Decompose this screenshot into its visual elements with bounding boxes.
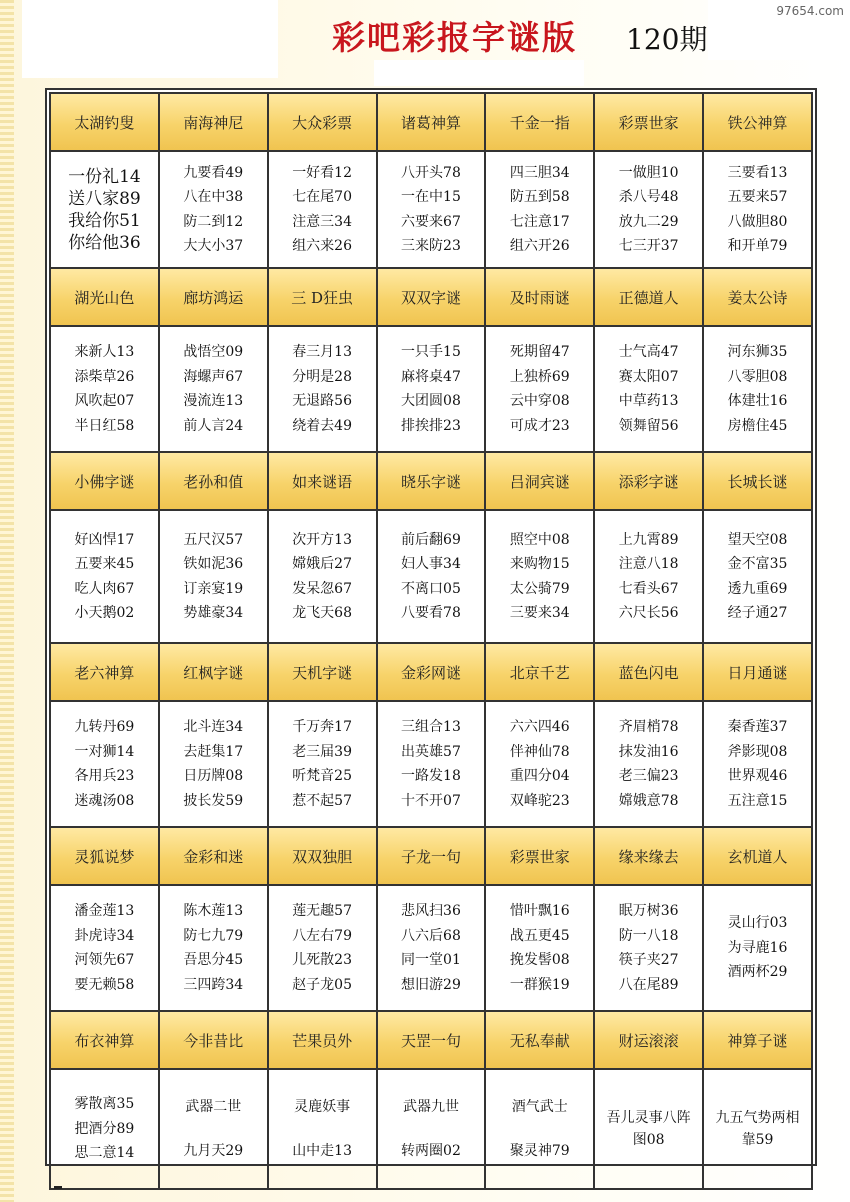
riddle-cell (485, 510, 594, 643)
riddle-line: 赛太阳07 (618, 368, 679, 385)
column-source-name: 添彩字谜 (594, 452, 703, 510)
column-source-name: 吕洞宾谜 (485, 452, 594, 510)
riddle-cell (594, 151, 703, 268)
riddle-cell (485, 1069, 594, 1189)
header-row (50, 93, 812, 151)
riddle-line: 六尺长56 (618, 605, 679, 621)
riddle-line: 想旧游29 (401, 976, 461, 993)
riddle-line: 山中走13 (292, 1143, 353, 1159)
column-source-name: 双双字谜 (377, 268, 486, 326)
riddle-line: 五要来57 (727, 189, 788, 205)
riddle-line: 次开方13 (292, 531, 353, 548)
riddle-cell (377, 326, 486, 452)
column-source-name: 小佛字谜 (50, 452, 159, 510)
riddle-cell (485, 885, 594, 1011)
riddle-cell (377, 885, 486, 1011)
riddle-line: 龙飞天68 (292, 605, 353, 621)
riddle-line: 五尺汉57 (183, 531, 244, 548)
riddle-line: 铁如泥36 (183, 556, 244, 572)
column-source-name: 姜太公诗 (703, 268, 812, 326)
riddle-line: 海螺声67 (183, 368, 244, 385)
riddle-line: 八在中38 (183, 189, 244, 205)
riddle-line: 八在尾89 (618, 976, 679, 993)
page-title: 彩吧彩报字谜版 (332, 18, 577, 57)
riddle-line: 思二意14 (74, 1145, 135, 1162)
riddle-line: 一做胆10 (618, 164, 679, 181)
riddle-spacer (486, 1119, 593, 1139)
riddle-line: 注意三34 (292, 213, 353, 230)
riddle-line: 吃人肉67 (74, 580, 135, 597)
riddle-line: 世界观46 (727, 768, 788, 784)
riddle-cell (703, 701, 812, 827)
riddle-row (50, 510, 812, 643)
column-source-name: 如来谜语 (268, 452, 377, 510)
column-source-name: 及时雨谜 (485, 268, 594, 326)
riddle-line: 酒气武士 (511, 1098, 568, 1115)
riddle-line: 六六四46 (509, 719, 570, 735)
riddle-line: 中草药13 (618, 393, 679, 409)
riddle-line: 漫流连13 (183, 393, 244, 409)
riddle-line: 来购物15 (509, 556, 570, 572)
riddle-line: 齐眉梢78 (618, 719, 679, 735)
left-decorative-stripe (0, 0, 14, 1202)
riddle-line: 上九霄89 (618, 531, 679, 548)
column-source-name: 诸葛神算 (377, 93, 486, 151)
column-source-name: 天机字谜 (268, 643, 377, 701)
riddle-line: 斧影现08 (727, 743, 788, 760)
riddle-line: 三要来34 (509, 605, 570, 621)
column-source-name: 铁公神算 (703, 93, 812, 151)
riddle-cell (159, 151, 268, 268)
riddle-line: 七注意17 (509, 213, 570, 230)
riddle-cell (485, 326, 594, 452)
riddle-cell (268, 885, 377, 1011)
riddle-line: 战五更45 (509, 927, 570, 944)
column-source-name: 红枫字谜 (159, 643, 268, 701)
riddle-cell (703, 510, 812, 643)
riddle-line: 五要来45 (74, 556, 135, 572)
riddle-line: 八做胆80 (727, 213, 788, 230)
riddle-line: 灵鹿妖事 (294, 1098, 351, 1115)
riddle-line: 风吹起07 (74, 393, 135, 409)
riddle-line: 莲无趣57 (292, 903, 353, 919)
riddle-line: 各用兵23 (74, 768, 135, 784)
riddle-line: 双峰驼23 (509, 792, 570, 809)
riddle-line: 八零胆08 (727, 368, 788, 385)
riddle-line: 我给你51 (68, 210, 141, 231)
riddle-cell (50, 701, 159, 827)
column-source-name: 天罡一句 (377, 1011, 486, 1069)
column-source-name: 北京千艺 (485, 643, 594, 701)
riddle-cell (50, 885, 159, 1011)
riddle-line: 防一八18 (618, 927, 679, 944)
riddle-line: 七看头67 (618, 580, 679, 597)
riddle-line: 伴神仙78 (509, 743, 570, 760)
column-source-name: 老孙和值 (159, 452, 268, 510)
riddle-spacer (160, 1119, 267, 1139)
riddle-line: 金不富35 (727, 556, 788, 572)
riddle-cell (159, 885, 268, 1011)
riddle-line: 来新人13 (74, 344, 135, 360)
column-source-name: 芒果员外 (268, 1011, 377, 1069)
riddle-line: 武器九世 (402, 1098, 459, 1115)
issue-number: 120期 (626, 23, 708, 56)
riddle-cell (377, 510, 486, 643)
riddle-line: 无退路56 (292, 393, 353, 409)
riddle-line: 三要看13 (727, 164, 788, 181)
riddle-line: 听梵音25 (292, 768, 353, 784)
riddle-row (50, 326, 812, 452)
riddle-line: 赵子龙05 (292, 976, 353, 993)
riddle-line: 组六来26 (292, 238, 353, 254)
riddle-line: 不离口05 (401, 580, 461, 597)
riddle-line: 大团圆08 (401, 393, 461, 409)
riddle-spacer (378, 1119, 485, 1139)
riddle-line: 透九重69 (727, 580, 788, 597)
riddle-cell (268, 1069, 377, 1189)
riddle-cell (377, 701, 486, 827)
riddle-line: 一只手15 (401, 344, 461, 360)
column-source-name: 南海神尼 (159, 93, 268, 151)
riddle-line: 势雄豪34 (183, 605, 244, 621)
riddle-line: 重四分04 (509, 768, 570, 784)
riddle-line: 七在尾70 (292, 189, 353, 205)
riddle-cell (377, 151, 486, 268)
riddle-line: 经子通27 (727, 605, 788, 621)
header-row (50, 452, 812, 510)
riddle-line: 望天空08 (727, 531, 788, 548)
column-source-name: 彩票世家 (594, 93, 703, 151)
riddle-line: 你给他36 (68, 232, 141, 253)
riddle-line: 照空中08 (509, 531, 570, 548)
riddle-line: 分明是28 (292, 368, 353, 385)
riddle-cell (50, 510, 159, 643)
riddle-spacer (269, 1119, 376, 1139)
riddle-line: 去赶集17 (183, 743, 244, 760)
riddle-line: 前后翻69 (401, 531, 461, 548)
riddle-line: 大大小37 (183, 238, 244, 254)
riddle-line: 吾儿灵事八阵图08 (606, 1110, 691, 1148)
riddle-line: 日历牌08 (183, 768, 244, 784)
column-source-name: 玄机道人 (703, 827, 812, 885)
riddle-cell (159, 1069, 268, 1189)
riddle-line: 六要来67 (401, 213, 461, 230)
column-source-name: 双双独胆 (268, 827, 377, 885)
riddle-line: 小天鹅02 (74, 605, 135, 621)
riddle-cell (594, 510, 703, 643)
riddle-line: 杀八号48 (618, 189, 679, 205)
riddle-line: 订亲宴19 (183, 580, 244, 597)
riddle-line: 转两圈02 (401, 1143, 461, 1159)
riddle-cell (50, 151, 159, 268)
riddle-line: 领舞留56 (618, 417, 679, 434)
riddle-line: 妇人事34 (401, 556, 461, 572)
riddle-cell (594, 1069, 703, 1189)
riddle-cell (377, 1069, 486, 1189)
riddle-line: 八开头78 (401, 164, 461, 181)
column-source-name: 三 D狂虫 (268, 268, 377, 326)
riddle-line: 惹不起57 (292, 792, 353, 809)
column-source-name: 大众彩票 (268, 93, 377, 151)
riddle-line: 一对狮14 (74, 743, 135, 760)
riddle-line: 放九二29 (618, 213, 679, 230)
riddle-line: 和开单79 (727, 238, 788, 254)
column-source-name: 太湖钓叟 (50, 93, 159, 151)
riddle-line: 注意八18 (618, 556, 679, 572)
riddle-cell (594, 326, 703, 452)
riddle-line: 一路发18 (401, 768, 461, 784)
riddle-line: 要无赖58 (74, 976, 135, 993)
column-source-name: 日月通谜 (703, 643, 812, 701)
riddle-line: 防二到12 (183, 213, 244, 230)
riddle-cell (268, 151, 377, 268)
riddle-line: 北斗连34 (183, 719, 244, 735)
column-source-name: 彩票世家 (485, 827, 594, 885)
riddle-cell (703, 151, 812, 268)
riddle-line: 四三胆34 (509, 164, 570, 181)
riddle-line: 半日红58 (74, 417, 135, 434)
column-source-name: 布衣神算 (50, 1011, 159, 1069)
riddle-line: 好凶悍17 (74, 531, 135, 548)
riddle-line: 出英雄57 (401, 743, 461, 760)
riddle-cell (159, 510, 268, 643)
riddle-line: 八六后68 (401, 927, 461, 944)
riddle-line: 送八家89 (68, 188, 141, 209)
riddle-line: 潘金莲13 (74, 903, 135, 919)
riddle-line: 河领先67 (74, 952, 135, 968)
riddle-line: 八左右79 (292, 927, 353, 944)
riddle-line: 三四跨34 (183, 976, 244, 993)
riddle-line: 聚灵神79 (509, 1143, 570, 1159)
riddle-line: 排挨排23 (401, 417, 461, 434)
column-source-name: 老六神算 (50, 643, 159, 701)
riddle-line: 九月天29 (183, 1143, 244, 1159)
riddle-line: 九五气势两相靠59 (715, 1110, 800, 1148)
riddle-line: 抹发油16 (618, 743, 679, 760)
riddle-cell (159, 701, 268, 827)
riddle-line: 前人言24 (183, 417, 244, 434)
riddle-line: 灵山行03 (727, 915, 788, 932)
riddle-line: 九要看49 (183, 164, 244, 181)
riddle-line: 十不开07 (401, 792, 461, 809)
riddle-row (50, 701, 812, 827)
white-patch-center (374, 60, 584, 86)
riddle-line: 把酒分89 (74, 1120, 135, 1137)
riddle-line: 同一堂01 (401, 952, 461, 968)
column-source-name: 灵狐说梦 (50, 827, 159, 885)
column-source-name: 金彩和迷 (159, 827, 268, 885)
riddle-line: 雾散离35 (74, 1096, 135, 1113)
riddle-line: 嫦娥后27 (292, 556, 353, 572)
riddle-line: 九转丹69 (74, 719, 135, 735)
riddle-line: 房檐住45 (727, 417, 788, 434)
header-row (50, 1011, 812, 1069)
column-source-name: 湖光山色 (50, 268, 159, 326)
riddle-cell (268, 510, 377, 643)
riddle-line: 迷魂汤08 (74, 792, 135, 809)
riddle-line: 一份礼14 (68, 166, 141, 187)
riddle-line: 三来防23 (401, 238, 461, 254)
riddle-line: 筷子夹27 (618, 952, 679, 968)
riddle-line: 体建壮16 (727, 393, 788, 409)
riddle-line: 绕着去49 (292, 417, 353, 434)
riddle-cell (594, 701, 703, 827)
riddle-line: 死期留47 (509, 344, 570, 360)
column-source-name: 子龙一句 (377, 827, 486, 885)
riddle-line: 士气高47 (618, 344, 679, 360)
header-row (50, 827, 812, 885)
riddle-cell (268, 701, 377, 827)
riddle-line: 春三月13 (292, 344, 353, 360)
riddle-line: 一在中15 (401, 189, 461, 205)
riddle-cell (485, 151, 594, 268)
riddle-cell (268, 326, 377, 452)
riddle-line: 七三开37 (618, 238, 679, 254)
riddle-line: 可成才23 (509, 417, 570, 434)
riddle-line: 三组合13 (401, 719, 461, 735)
column-source-name: 缘来缘去 (594, 827, 703, 885)
column-source-name: 晓乐字谜 (377, 452, 486, 510)
header-row (50, 268, 812, 326)
column-source-name: 今非昔比 (159, 1011, 268, 1069)
riddle-cell (703, 1069, 812, 1189)
riddle-cell (50, 326, 159, 452)
riddle-line: 五注意15 (727, 792, 788, 809)
riddle-line: 悲风扫36 (401, 903, 461, 919)
riddle-line: 河东狮35 (727, 344, 788, 360)
riddle-row (50, 151, 812, 268)
riddle-line: 挽发髻08 (509, 952, 570, 968)
riddle-line: 卦虎诗34 (74, 927, 135, 944)
header-row (50, 643, 812, 701)
riddle-line: 千万奔17 (292, 719, 353, 735)
riddle-line: 一好看12 (292, 164, 353, 181)
riddle-line: 太公骑79 (509, 580, 570, 597)
column-source-name: 神算子谜 (703, 1011, 812, 1069)
column-source-name: 蓝色闪电 (594, 643, 703, 701)
riddle-line: 武器二世 (185, 1098, 242, 1115)
footer-mark (54, 1172, 62, 1189)
riddle-cell (50, 1069, 159, 1189)
riddle-line: 嫦娥意78 (618, 792, 679, 809)
riddle-line: 战悟空09 (183, 344, 244, 360)
riddle-line: 八要看78 (401, 605, 461, 621)
riddle-line: 麻将桌47 (401, 368, 461, 385)
riddle-line: 披长发59 (183, 792, 244, 809)
riddle-line: 老三届39 (292, 743, 353, 760)
riddle-cell (703, 885, 812, 1011)
white-patch-left (22, 0, 278, 78)
riddle-line: 吾思分45 (183, 952, 244, 968)
column-source-name: 廊坊鸿运 (159, 268, 268, 326)
riddle-line: 防七九79 (183, 927, 244, 944)
riddle-cell (159, 326, 268, 452)
riddle-line: 发呆忽67 (292, 580, 353, 597)
riddle-line: 酒两杯29 (727, 964, 788, 981)
column-source-name: 长城长谜 (703, 452, 812, 510)
riddle-line: 上独桥69 (509, 368, 570, 385)
site-watermark: 97654.com (776, 4, 844, 18)
riddle-line: 惜叶飘16 (509, 903, 570, 919)
column-source-name: 千金一指 (485, 93, 594, 151)
riddle-cell (594, 885, 703, 1011)
column-source-name: 财运滚滚 (594, 1011, 703, 1069)
riddle-line: 为寻鹿16 (727, 939, 788, 956)
riddle-cell (485, 701, 594, 827)
riddle-line: 组六开26 (509, 238, 570, 254)
riddle-row (50, 885, 812, 1011)
riddle-line: 一群猴19 (509, 976, 570, 993)
riddle-line: 添柴草26 (74, 368, 135, 385)
riddle-line: 儿死散23 (292, 952, 353, 968)
riddle-line: 老三偏23 (618, 768, 679, 784)
column-source-name: 金彩网谜 (377, 643, 486, 701)
riddle-table (49, 92, 813, 1190)
riddle-line: 眠万树36 (618, 903, 679, 919)
riddle-cell (703, 326, 812, 452)
column-source-name: 无私奉献 (485, 1011, 594, 1069)
column-source-name: 正德道人 (594, 268, 703, 326)
riddle-line: 秦香莲37 (727, 719, 788, 735)
riddle-line: 陈木莲13 (183, 903, 244, 919)
riddle-line: 云中穿08 (509, 393, 570, 409)
riddle-line: 防五到58 (509, 189, 570, 205)
riddle-row (50, 1069, 812, 1189)
